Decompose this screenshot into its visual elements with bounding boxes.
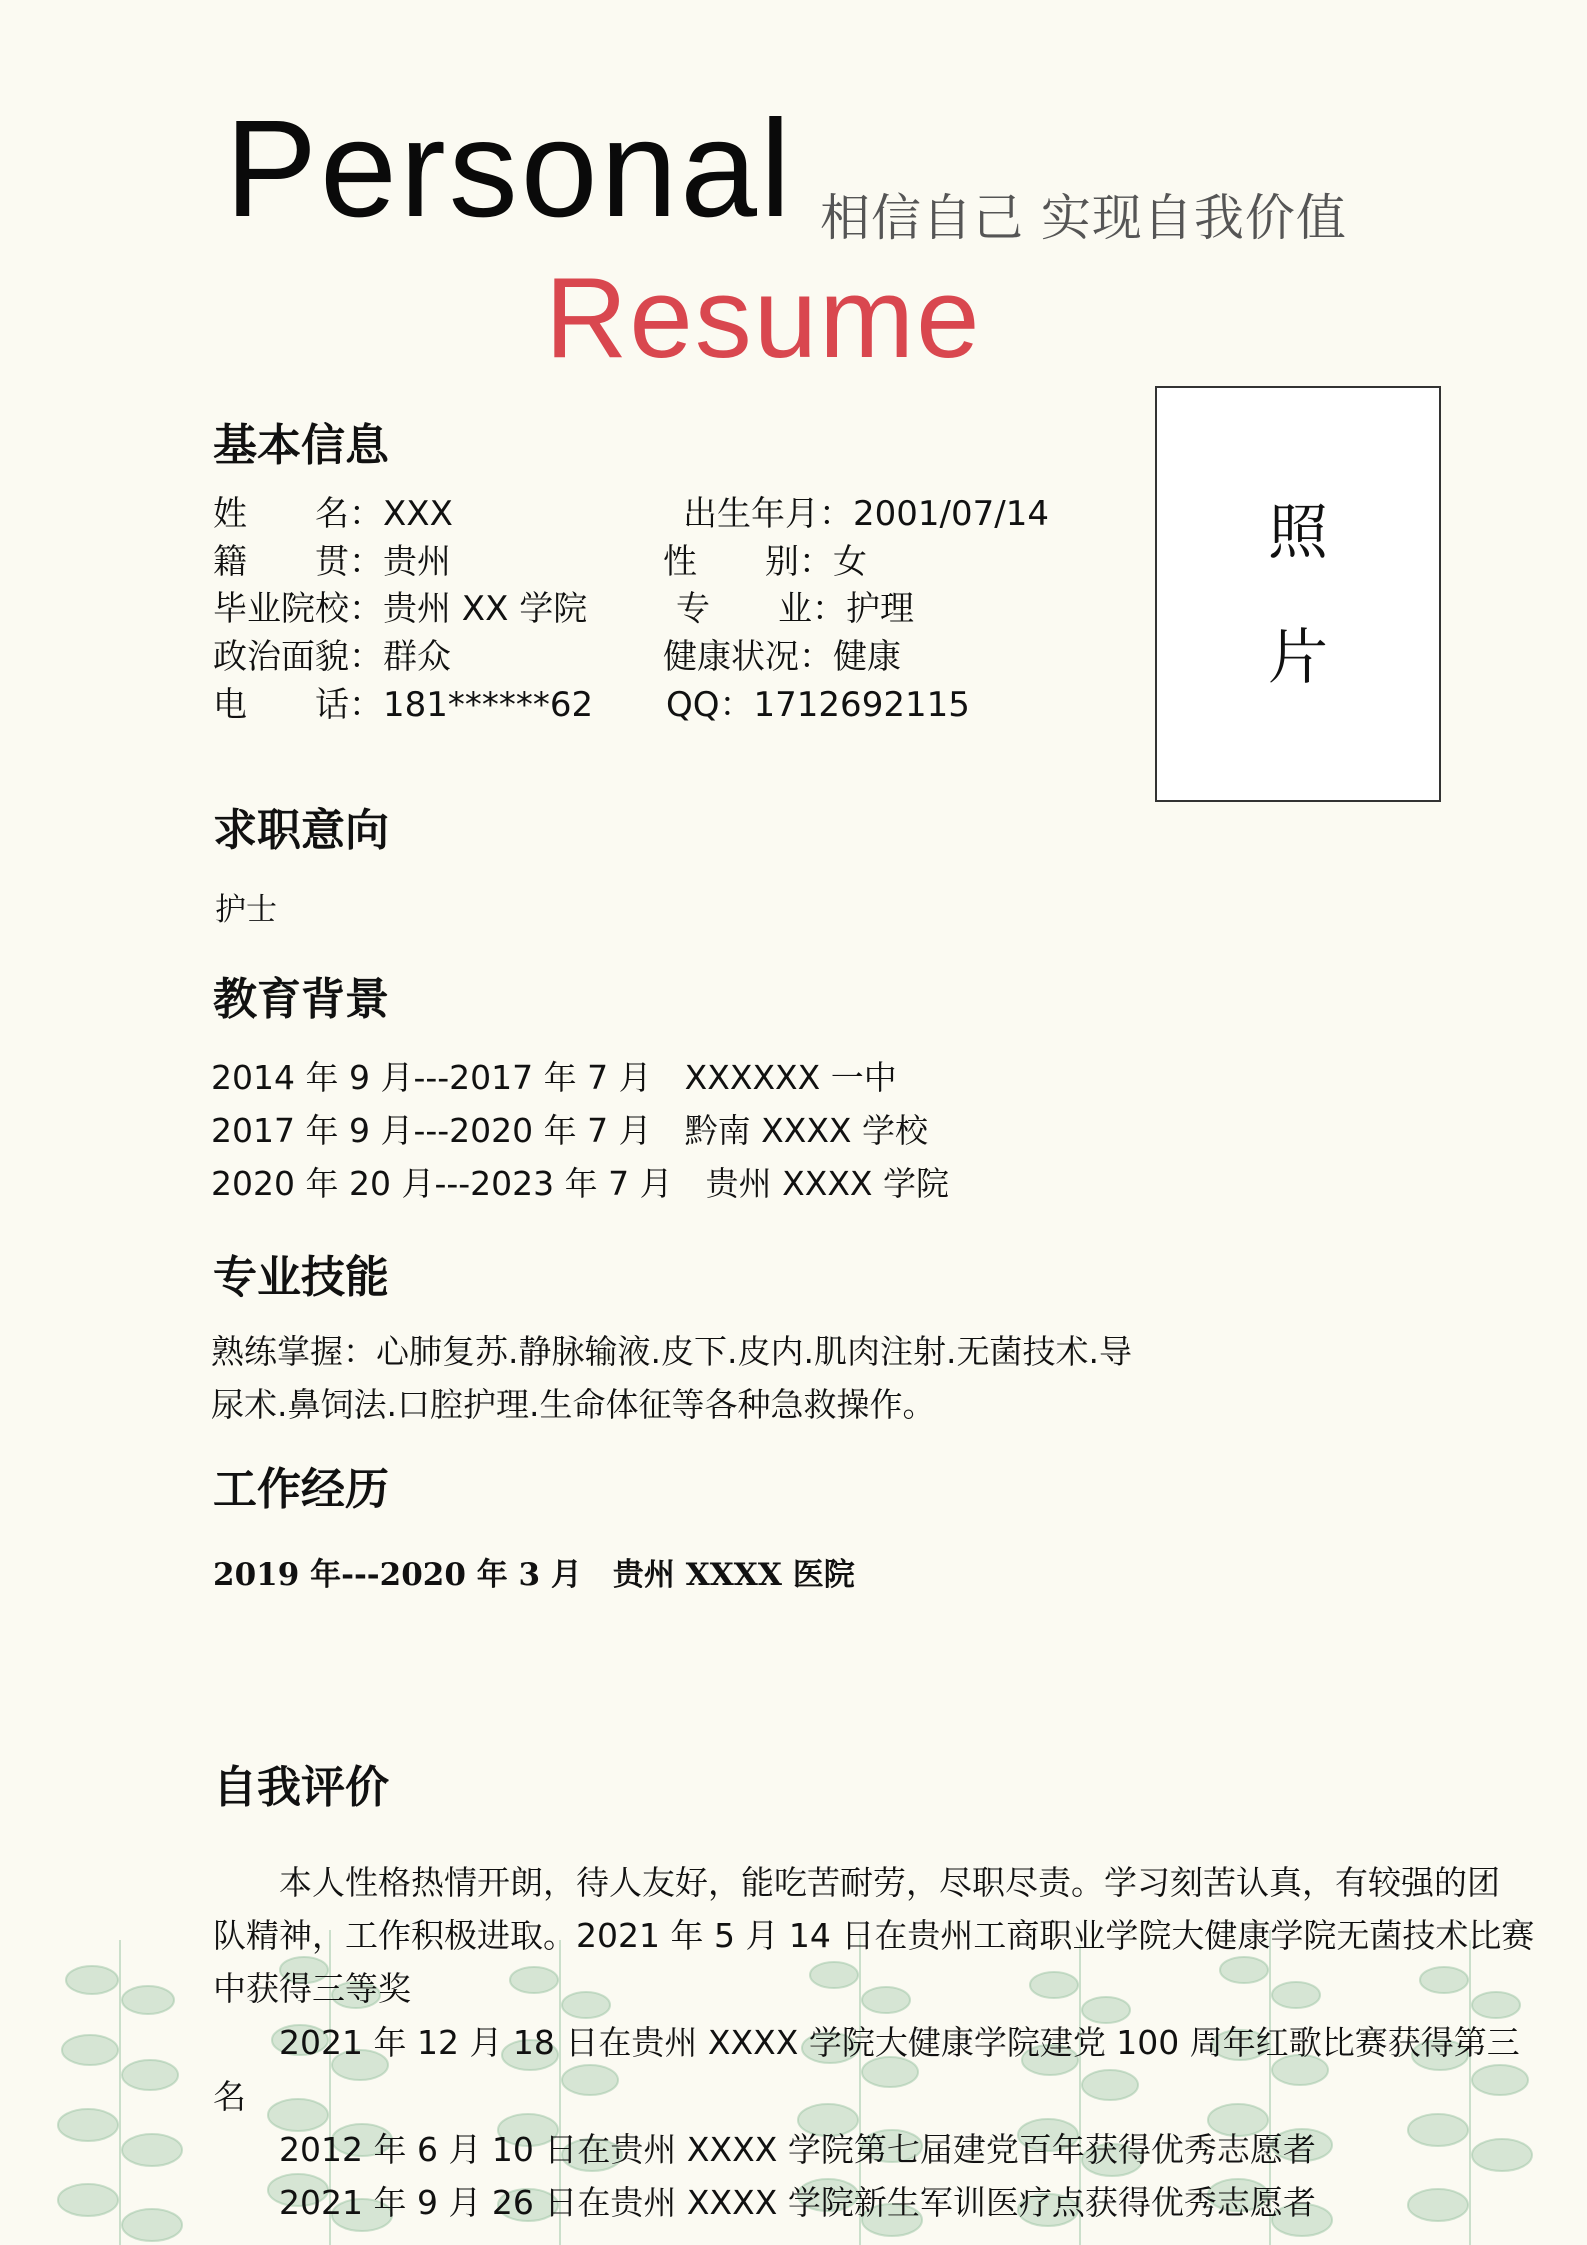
info-major: 专 业：护理 — [676, 589, 914, 629]
info-health: 健康状况：健康 — [663, 637, 901, 677]
education-item: 2020 年 20 月---2023 年 7 月 贵州 XXXX 学院 — [211, 1164, 950, 1203]
info-birth: 出生年月：2001/07/14 — [683, 494, 1049, 534]
info-phone: 电 话：181******62 — [213, 685, 594, 725]
education-item: 2017 年 9 月---2020 年 7 月 黔南 XXXX 学校 — [211, 1111, 929, 1150]
heading-objective: 求职意向 — [213, 805, 389, 856]
info-qq: QQ：1712692115 — [666, 685, 970, 725]
heading-skills: 专业技能 — [213, 1252, 389, 1303]
self-eval-line: 本人性格热情开朗，待人友好，能吃苦耐劳，尽职尽责。学习刻苦认真，有较强的团 — [213, 1863, 1500, 1902]
info-name: 姓 名：XXX — [213, 494, 453, 534]
photo-placeholder — [1155, 386, 1441, 802]
heading-self-eval: 自我评价 — [213, 1762, 389, 1813]
self-eval-line: 中获得三等奖 — [213, 1969, 411, 2008]
work-item: 2019 年---2020 年 3 月 贵州 XXXX 医院 — [213, 1557, 855, 1593]
title-resume: Resume — [545, 255, 982, 382]
info-gender: 性 别：女 — [663, 542, 867, 582]
motto: 相信自己 实现自我价值 — [820, 189, 1347, 247]
info-school: 毕业院校：贵州 XX 学院 — [213, 589, 588, 629]
info-hometown: 籍 贯：贵州 — [213, 542, 451, 582]
self-eval-line: 2012 年 6 月 10 日在贵州 XXXX 学院第七届建党百年获得优秀志愿者 — [213, 2130, 1316, 2169]
education-item: 2014 年 9 月---2017 年 7 月 XXXXXX 一中 — [211, 1058, 897, 1097]
objective-text: 护士 — [215, 892, 277, 928]
self-eval-line: 2021 年 9 月 26 日在贵州 XXXX 学院新生军训医疗点获得优秀志愿者 — [213, 2183, 1316, 2222]
self-eval-line: 队精神，工作积极进取。2021 年 5 月 14 日在贵州工商职业学院大健康学院无菌技术比赛 — [213, 1916, 1535, 1955]
skills-line: 熟练掌握：心肺复苏.静脉输液.皮下.皮内.肌肉注射.无菌技术.导 — [211, 1332, 1132, 1371]
photo-label-1: 照 — [1268, 498, 1328, 568]
heading-work: 工作经历 — [213, 1464, 389, 1515]
self-eval-line: 名 — [213, 2077, 246, 2116]
heading-basic-info: 基本信息 — [213, 420, 389, 471]
photo-label-2: 片 — [1268, 623, 1328, 693]
skills-line: 尿术.鼻饲法.口腔护理.生命体征等各种急救操作。 — [211, 1385, 936, 1424]
title-personal: Personal — [225, 92, 794, 246]
heading-education: 教育背景 — [213, 974, 389, 1025]
info-political: 政治面貌：群众 — [213, 637, 451, 677]
self-eval-line: 2021 年 12 月 18 日在贵州 XXXX 学院大健康学院建党 100 周年红歌比赛获得第三 — [213, 2023, 1520, 2062]
